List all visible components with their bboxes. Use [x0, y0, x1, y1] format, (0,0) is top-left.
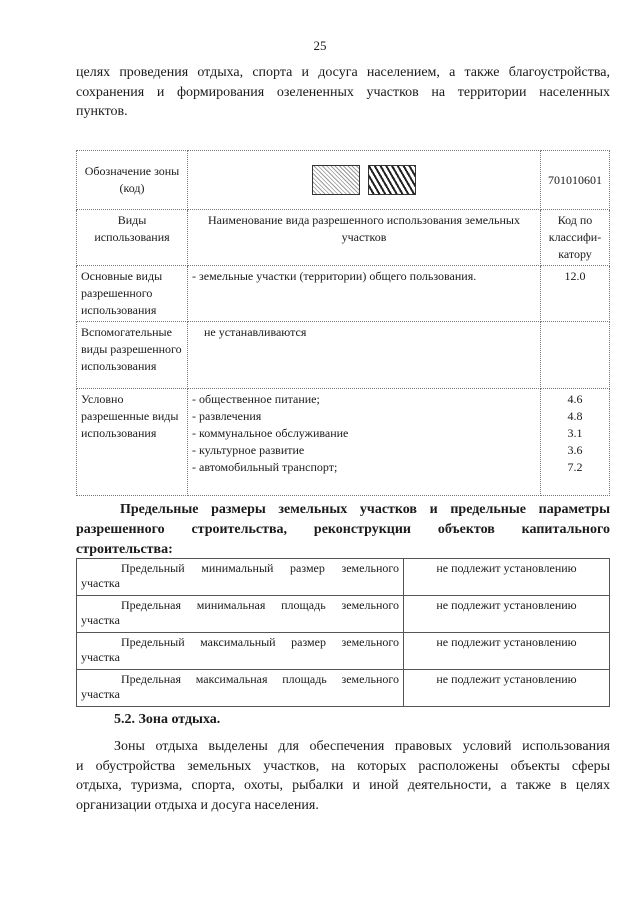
use-type-cell: Условно разрешенные виды использования [77, 389, 188, 496]
col-header-use-types: Виды использования [77, 210, 188, 266]
col-header-classifier-code: Код по классифи-катору [541, 210, 610, 266]
zone-code-cell: 701010601 [541, 151, 610, 210]
section-paragraph [76, 737, 610, 815]
section-line: организации отдыха и досуга населения. [76, 797, 319, 813]
use-name: не устанавливаются [204, 325, 307, 339]
limits-heading [76, 500, 610, 560]
intro-line: пунктов. [76, 104, 128, 119]
limit-label: участка [81, 687, 120, 701]
hatch-pattern-dark-icon [368, 165, 416, 195]
table-row [77, 322, 610, 389]
limit-label-cell [77, 559, 404, 596]
limit-label: Предельный минимальный размер земельного [121, 561, 399, 575]
use-code: 3.1 [567, 426, 583, 440]
zone-table [76, 150, 610, 496]
limit-label: участка [81, 576, 120, 590]
zone-legend [192, 165, 536, 195]
table-row [77, 266, 610, 322]
limit-value: не подлежит установлению [404, 596, 610, 633]
use-code: 12.0 [564, 269, 586, 283]
use-name: - автомобильный транспорт; [192, 460, 338, 474]
use-type-cell: Вспомогательные виды разрешенного использования [77, 322, 188, 389]
limit-label-cell [77, 633, 404, 670]
use-name-cell [188, 389, 541, 496]
use-code-cell [541, 389, 610, 496]
use-name-cell [188, 266, 541, 322]
use-name: - развлечения [192, 409, 262, 423]
limit-label: участка [81, 613, 120, 627]
limit-value: не подлежит установлению [404, 670, 610, 707]
use-name: - общественное питание; [192, 392, 320, 406]
use-name-cell [188, 322, 541, 389]
limit-label: Предельный максимальный размер земельного [121, 635, 399, 649]
limit-value: не подлежит установлению [404, 633, 610, 670]
intro-line: целях проведения отдыха, спорта и досуга населением, а также благоустройства, [76, 65, 610, 80]
zone-hatch-cell [188, 151, 541, 210]
use-code-cell [541, 322, 610, 389]
limits-heading-line: строительства: [76, 542, 173, 557]
limits-table [76, 558, 610, 707]
limits-heading-line: Предельные размеры земельных участков и предельные параметры [120, 502, 610, 517]
use-code: 7.2 [567, 460, 583, 474]
col-header-use-name: Наименование вида разрешенного использования земельных участков [188, 210, 541, 266]
use-code: 4.6 [567, 392, 583, 406]
table-row [77, 633, 610, 670]
use-name: - культурное развитие [192, 443, 305, 457]
limits-heading-line: разрешенного строительства, реконструкции объектов капитального [76, 522, 610, 537]
section-line: отдыха, туризма, спорта, охоты, рыбалки и иной деятельности, а также в целях [76, 778, 610, 793]
page-number: 25 [313, 38, 327, 53]
table-row [77, 559, 610, 596]
limit-label: Предельная максимальная площадь земельного [121, 672, 399, 686]
limit-label: участка [81, 650, 120, 664]
limit-label: Предельная минимальная площадь земельного [121, 598, 399, 612]
section-line: Зоны отдыха выделены для обеспечения правовых условий использования [114, 739, 610, 754]
intro-paragraph [76, 63, 610, 122]
limit-label-cell [77, 596, 404, 633]
limit-value: не подлежит установлению [404, 559, 610, 596]
limit-label-cell [77, 670, 404, 707]
use-code-cell [541, 266, 610, 322]
use-code: 4.8 [567, 409, 583, 423]
table-row [77, 670, 610, 707]
table-row [77, 596, 610, 633]
use-code: 3.6 [567, 443, 583, 457]
intro-line: сохранения и формирования озелененных участков на территории населенных [76, 84, 610, 100]
column-header-row [77, 210, 610, 266]
zone-label-cell: Обозначение зоны (код) [77, 151, 188, 210]
use-name: - коммунальное обслуживание [192, 426, 349, 440]
use-type-cell: Основные виды разрешенного использования [77, 266, 188, 322]
hatch-pattern-light-icon [312, 165, 360, 195]
use-name: - земельные участки (территории) общего пользования. [192, 269, 477, 283]
section-line: и обустройства земельных участков, на которых расположены объекты сферы [76, 758, 610, 774]
section-title: 5.2. Зона отдыха. [114, 712, 221, 727]
zone-header-row [77, 151, 610, 210]
table-row [77, 389, 610, 496]
